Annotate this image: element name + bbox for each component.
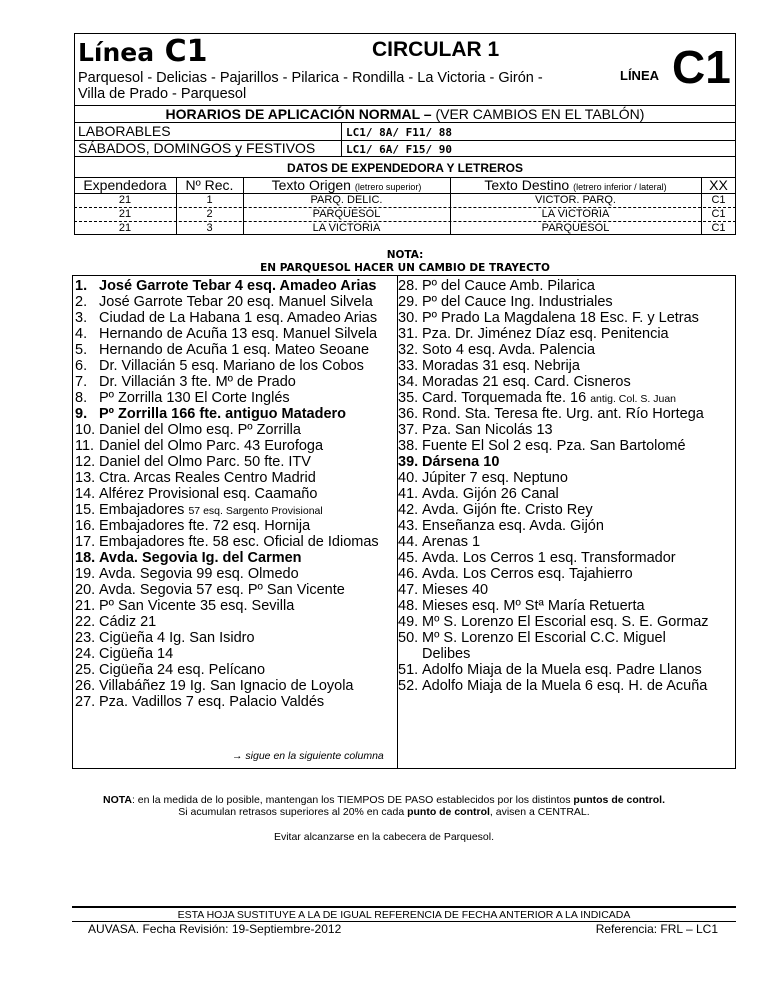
stop-num: 3. — [75, 310, 88, 326]
stop-text: Villabáñez 19 Ig. San Ignacio de Loyola — [99, 678, 354, 694]
stop-text: Mieses esq. Mº Stª María Retuerta — [422, 598, 645, 614]
sign-rec: 2 — [206, 208, 213, 220]
stop-num: 29. — [398, 294, 419, 310]
stop-text: Daniel del Olmo esq. Pº Zorrilla — [99, 422, 301, 438]
stop-text: Pza. Vadillos 7 esq. Palacio Valdés — [99, 694, 325, 710]
sign-exp: 21 — [118, 222, 132, 234]
sign-dest: VICTOR. PARQ. — [535, 194, 616, 206]
nota-bottom-label: NOTA — [103, 794, 132, 806]
stop-num: 25. — [75, 662, 96, 678]
stop-text: José Garrote Tebar 4 esq. Amadeo Arias — [99, 278, 377, 294]
stop-item — [75, 598, 294, 614]
sign-origin: PARQUESOL — [312, 208, 381, 220]
stop-item — [75, 646, 173, 662]
stop-text: Delibes — [422, 646, 471, 662]
stop-num: 15. — [75, 502, 96, 518]
stop-text: Cigüeña 4 Ig. San Isidro — [99, 630, 255, 646]
stop-num: 21. — [75, 598, 96, 614]
stop-text: Hernando de Acuña 13 esq. Manuel Silvela — [99, 326, 378, 342]
stop-text: Mº S. Lorenzo El Escorial esq. S. E. Gormaz — [422, 614, 709, 630]
stop-num: 50. — [398, 630, 419, 646]
stop-num: 7. — [75, 374, 88, 390]
stop-text: Pº San Vicente 35 esq. Sevilla — [99, 598, 295, 614]
stop-num: 24. — [75, 646, 96, 662]
stop-item — [398, 342, 595, 358]
stop-text: Enseñanza esq. Avda. Gijón — [422, 518, 604, 534]
nota-bottom-text: Si acumulan retrasos superiores al 20% en cada — [178, 806, 408, 818]
stop-item — [75, 550, 302, 566]
stop-item — [398, 310, 699, 326]
route-line2: Villa de Prado - Parquesol — [78, 86, 247, 102]
stop-num: 12. — [75, 454, 96, 470]
col-dest-label: Texto Destino — [484, 177, 570, 193]
stop-text: Embajadores fte. 58 esc. Oficial de Idiomas — [99, 534, 379, 550]
sign-xx: C1 — [711, 208, 726, 220]
stop-num: 34. — [398, 374, 419, 390]
col-xx: XX — [709, 177, 728, 193]
stop-item — [75, 694, 324, 710]
stop-item — [75, 422, 301, 438]
stop-num: 28. — [398, 278, 419, 294]
col-origin — [243, 178, 450, 195]
nota-bottom-line1 — [40, 794, 728, 806]
stop-num: 27. — [75, 694, 96, 710]
sign-exp: 21 — [118, 208, 132, 220]
stop-item — [398, 518, 604, 534]
stop-item — [75, 454, 311, 470]
stop-text: Pº Zorrilla 130 El Corte Inglés — [99, 390, 290, 406]
stop-item — [75, 342, 369, 358]
col-dest — [450, 178, 701, 195]
schedule-row-label: LABORABLES — [78, 123, 171, 139]
sign-dest: PARQUESOL — [541, 222, 610, 234]
stop-item — [398, 630, 666, 646]
stop-text: Cigüeña 14 — [99, 646, 174, 662]
stop-num: 5. — [75, 342, 88, 358]
schedule-row-code: LC1/ 8A/ F11/ 88 — [346, 126, 452, 139]
stop-item — [75, 310, 377, 326]
stop-text: Moradas 21 esq. Card. Cisneros — [422, 374, 631, 390]
col-expendedora: Expendedora — [83, 177, 167, 193]
stop-text: José Garrote Tebar 20 esq. Manuel Silvela — [99, 294, 373, 310]
sign-dest: LA VICTORIA — [541, 208, 610, 220]
stop-item-continuation — [422, 646, 470, 662]
stop-num: 17. — [75, 534, 96, 550]
stop-num: 38. — [398, 438, 419, 454]
stop-text: Embajadores fte. 72 esq. Hornija — [99, 518, 311, 534]
stop-num: 23. — [75, 630, 96, 646]
stop-text: Cádiz 21 — [99, 614, 157, 630]
stop-item — [398, 326, 669, 342]
stop-num: 6. — [75, 358, 88, 374]
continue-note — [232, 750, 384, 762]
stop-item — [75, 486, 317, 502]
stop-text: Moradas 31 esq. Nebrija — [422, 358, 580, 374]
stop-text: Dr. Villacián 5 esq. Mariano de los Cobos — [99, 358, 364, 374]
stop-num: 1. — [75, 278, 88, 294]
stop-text: Pº del Cauce Ing. Industriales — [422, 294, 613, 310]
stop-text: Pº Prado La Magdalena 18 Esc. F. y Letras — [422, 310, 699, 326]
sign-xx: C1 — [711, 194, 726, 206]
badge-code: C1 — [672, 41, 731, 93]
stop-item — [398, 582, 488, 598]
schedule-row-label: SÁBADOS, DOMINGOS y FESTIVOS — [78, 140, 316, 156]
nota-bottom-bold: puntos de control. — [573, 794, 665, 806]
stop-text: Daniel del Olmo Parc. 50 fte. ITV — [99, 454, 311, 470]
line-code: C1 — [164, 34, 208, 69]
stop-text: Ciudad de La Habana 1 esq. Amadeo Arias — [99, 310, 378, 326]
nota-bottom-bold: punto de control — [407, 806, 490, 818]
stop-text: Pº Zorrilla 166 fte. antiguo Matadero — [99, 406, 347, 422]
nota-title: NOTA: — [386, 249, 424, 261]
stop-item — [398, 358, 580, 374]
stop-item — [75, 630, 255, 646]
stop-text: Rond. Sta. Teresa fte. Urg. ant. Río Hortega — [422, 406, 704, 422]
schedule-title-bold: HORARIOS DE APLICACIÓN NORMAL – — [165, 106, 432, 122]
stop-text: Júpiter 7 esq. Neptuno — [422, 470, 568, 486]
schedule-title — [74, 106, 736, 122]
stop-num: 37. — [398, 422, 419, 438]
schedule-title-normal: (VER CAMBIOS EN EL TABLÓN) — [435, 106, 645, 122]
stop-num: 22. — [75, 614, 96, 630]
stop-item — [75, 502, 323, 519]
sign-rec: 3 — [206, 222, 213, 234]
nota-text: EN PARQUESOL HACER UN CAMBIO DE TRAYECTO — [260, 262, 550, 274]
sign-origin: LA VICTORIA — [312, 222, 381, 234]
route-line1: Parquesol - Delicias - Pajarillos - Pilarica - Rondilla - La Victoria - Girón - — [78, 70, 543, 86]
footer-rule — [72, 906, 736, 908]
stop-item — [398, 438, 686, 454]
sign-exp: 21 — [118, 194, 132, 206]
stop-text: Pza. San Nicolás 13 — [422, 422, 553, 438]
stop-item — [75, 390, 290, 406]
stop-text: Soto 4 esq. Avda. Palencia — [422, 342, 596, 358]
stop-text: Mieses 40 — [422, 582, 489, 598]
stop-num: 9. — [75, 406, 88, 422]
signs-title: DATOS DE EXPENDEDORA Y LETREROS — [286, 161, 524, 175]
stop-item — [75, 294, 373, 310]
footer-reference: Referencia: FRL – LC1 — [595, 922, 718, 936]
stop-text: Fuente El Sol 2 esq. Pza. San Bartolomé — [422, 438, 686, 454]
nota-bottom-text: , avisen a CENTRAL. — [489, 806, 590, 818]
stop-item — [398, 566, 633, 582]
stop-item — [398, 502, 593, 518]
stop-item — [75, 470, 316, 486]
stop-num: 39. — [398, 454, 419, 470]
stop-num: 26. — [75, 678, 96, 694]
stop-item — [75, 358, 364, 374]
stop-item — [398, 278, 595, 294]
stop-text: Card. Torquemada fte. 16 — [422, 390, 587, 406]
stop-item — [398, 550, 676, 566]
nota-bottom-line2 — [40, 806, 728, 818]
stop-item — [75, 438, 323, 454]
stop-text: Avda. Gijón 26 Canal — [422, 486, 559, 502]
stop-item — [398, 662, 702, 678]
nota-bottom-text: : en la medida de lo posible, mantengan los TIEMPOS DE PASO establecidos por los distintos — [131, 794, 574, 806]
stop-text: Daniel del Olmo Parc. 43 Eurofoga — [99, 438, 324, 454]
stop-num: 35. — [398, 390, 419, 406]
footer-revision: AUVASA. Fecha Revisión: 19-Septiembre-2012 — [88, 922, 342, 936]
stop-num: 47. — [398, 582, 419, 598]
stop-item — [398, 470, 568, 486]
circular-title: CIRCULAR 1 — [372, 38, 500, 61]
stop-num: 41. — [398, 486, 419, 502]
stop-text: Avda. Gijón fte. Cristo Rey — [422, 502, 593, 518]
stop-item — [398, 374, 631, 390]
stop-num: 52. — [398, 678, 419, 694]
stop-num: 42. — [398, 502, 419, 518]
stop-item — [75, 662, 265, 678]
stop-text-small: 57 esq. Sargento Provisional — [188, 505, 323, 517]
stop-item — [75, 326, 377, 342]
stop-item — [398, 614, 709, 630]
stop-num: 40. — [398, 470, 419, 486]
line-title — [78, 34, 207, 69]
stop-item — [398, 678, 707, 694]
sign-xx: C1 — [711, 222, 726, 234]
stop-num: 4. — [75, 326, 88, 342]
stop-text: Alférez Provisional esq. Caamaño — [99, 486, 318, 502]
stop-text: Adolfo Miaja de la Muela 6 esq. H. de Acuña — [422, 678, 708, 694]
stop-num: 44. — [398, 534, 419, 550]
sign-rec: 1 — [206, 194, 213, 206]
line-prefix: Línea — [78, 38, 155, 67]
stop-num: 10. — [75, 422, 96, 438]
stop-num: 16. — [75, 518, 96, 534]
stop-num: 8. — [75, 390, 88, 406]
stop-item — [75, 566, 299, 582]
continue-note-text: sigue en la siguiente columna — [245, 750, 384, 762]
stop-num: 45. — [398, 550, 419, 566]
stop-item — [398, 406, 704, 422]
stop-text: Avda. Segovia Ig. del Carmen — [99, 550, 302, 566]
stop-num: 51. — [398, 662, 419, 678]
stop-num: 14. — [75, 486, 96, 502]
stop-text: Cigüeña 24 esq. Pelícano — [99, 662, 266, 678]
col-origin-note: (letrero superior) — [354, 182, 422, 192]
col-origin-label: Texto Origen — [271, 177, 351, 193]
stop-item — [398, 422, 553, 438]
stop-item — [398, 598, 645, 614]
stop-item — [75, 518, 310, 534]
stop-item — [398, 390, 676, 407]
stop-num: 32. — [398, 342, 419, 358]
stop-text: Pza. Dr. Jiménez Díaz esq. Penitencia — [422, 326, 669, 342]
stop-item — [398, 454, 499, 470]
stop-num: 36. — [398, 406, 419, 422]
stop-num: 11. — [75, 438, 95, 454]
stop-text: Avda. Los Cerros esq. Tajahierro — [422, 566, 633, 582]
stop-item — [398, 294, 613, 310]
col-rec: Nº Rec. — [185, 177, 234, 193]
stop-text: Embajadores — [99, 502, 185, 518]
stop-item — [75, 278, 377, 294]
nota-bottom-line3: Evitar alcanzarse en la cabecera de Parquesol. — [273, 831, 495, 843]
stop-item — [75, 534, 379, 550]
stop-num: 19. — [75, 566, 96, 582]
stop-text: Avda. Los Cerros 1 esq. Transformador — [422, 550, 676, 566]
stop-num: 2. — [75, 294, 88, 310]
sign-origin: PARQ. DELIC. — [310, 194, 383, 206]
stop-num: 49. — [398, 614, 419, 630]
stop-text: Mº S. Lorenzo El Escorial C.C. Miguel — [422, 630, 666, 646]
stop-text: Avda. Segovia 99 esq. Olmedo — [99, 566, 299, 582]
stop-num: 46. — [398, 566, 419, 582]
badge-label: LÍNEA — [620, 68, 659, 83]
stop-item — [75, 614, 156, 630]
stop-text: Avda. Segovia 57 esq. Pº San Vicente — [99, 582, 345, 598]
stop-text: Dr. Villacián 3 fte. Mº de Prado — [99, 374, 296, 390]
stop-item — [398, 534, 480, 550]
stop-item — [75, 582, 345, 598]
schedule-row-code: LC1/ 6A/ F15/ 90 — [346, 143, 452, 156]
arrow-right-icon: → — [232, 750, 243, 762]
stop-text: Ctra. Arcas Reales Centro Madrid — [99, 470, 316, 486]
col-dest-note: (letrero inferior / lateral) — [573, 182, 667, 192]
stop-text: Arenas 1 — [422, 534, 481, 550]
stop-text: Dársena 10 — [422, 454, 500, 470]
stop-num: 48. — [398, 598, 419, 614]
stop-num: 31. — [398, 326, 419, 342]
stop-item — [75, 374, 296, 390]
footer-notice: ESTA HOJA SUSTITUYE A LA DE IGUAL REFERENCIA DE FECHA ANTERIOR A LA INDICADA — [177, 909, 631, 921]
stop-num: 13. — [75, 470, 96, 486]
stop-item — [398, 486, 559, 502]
stop-num: 43. — [398, 518, 419, 534]
stop-text: Hernando de Acuña 1 esq. Mateo Seoane — [99, 342, 370, 358]
stop-num: 30. — [398, 310, 419, 326]
stop-text-small: antig. Col. S. Juan — [590, 393, 677, 405]
stop-text: Adolfo Miaja de la Muela esq. Padre Llanos — [422, 662, 702, 678]
stop-item — [75, 406, 346, 422]
stop-num: 20. — [75, 582, 96, 598]
stop-num: 33. — [398, 358, 419, 374]
stop-text: Pº del Cauce Amb. Pilarica — [422, 278, 595, 294]
stop-item — [75, 678, 353, 694]
stop-num: 18. — [75, 550, 96, 566]
